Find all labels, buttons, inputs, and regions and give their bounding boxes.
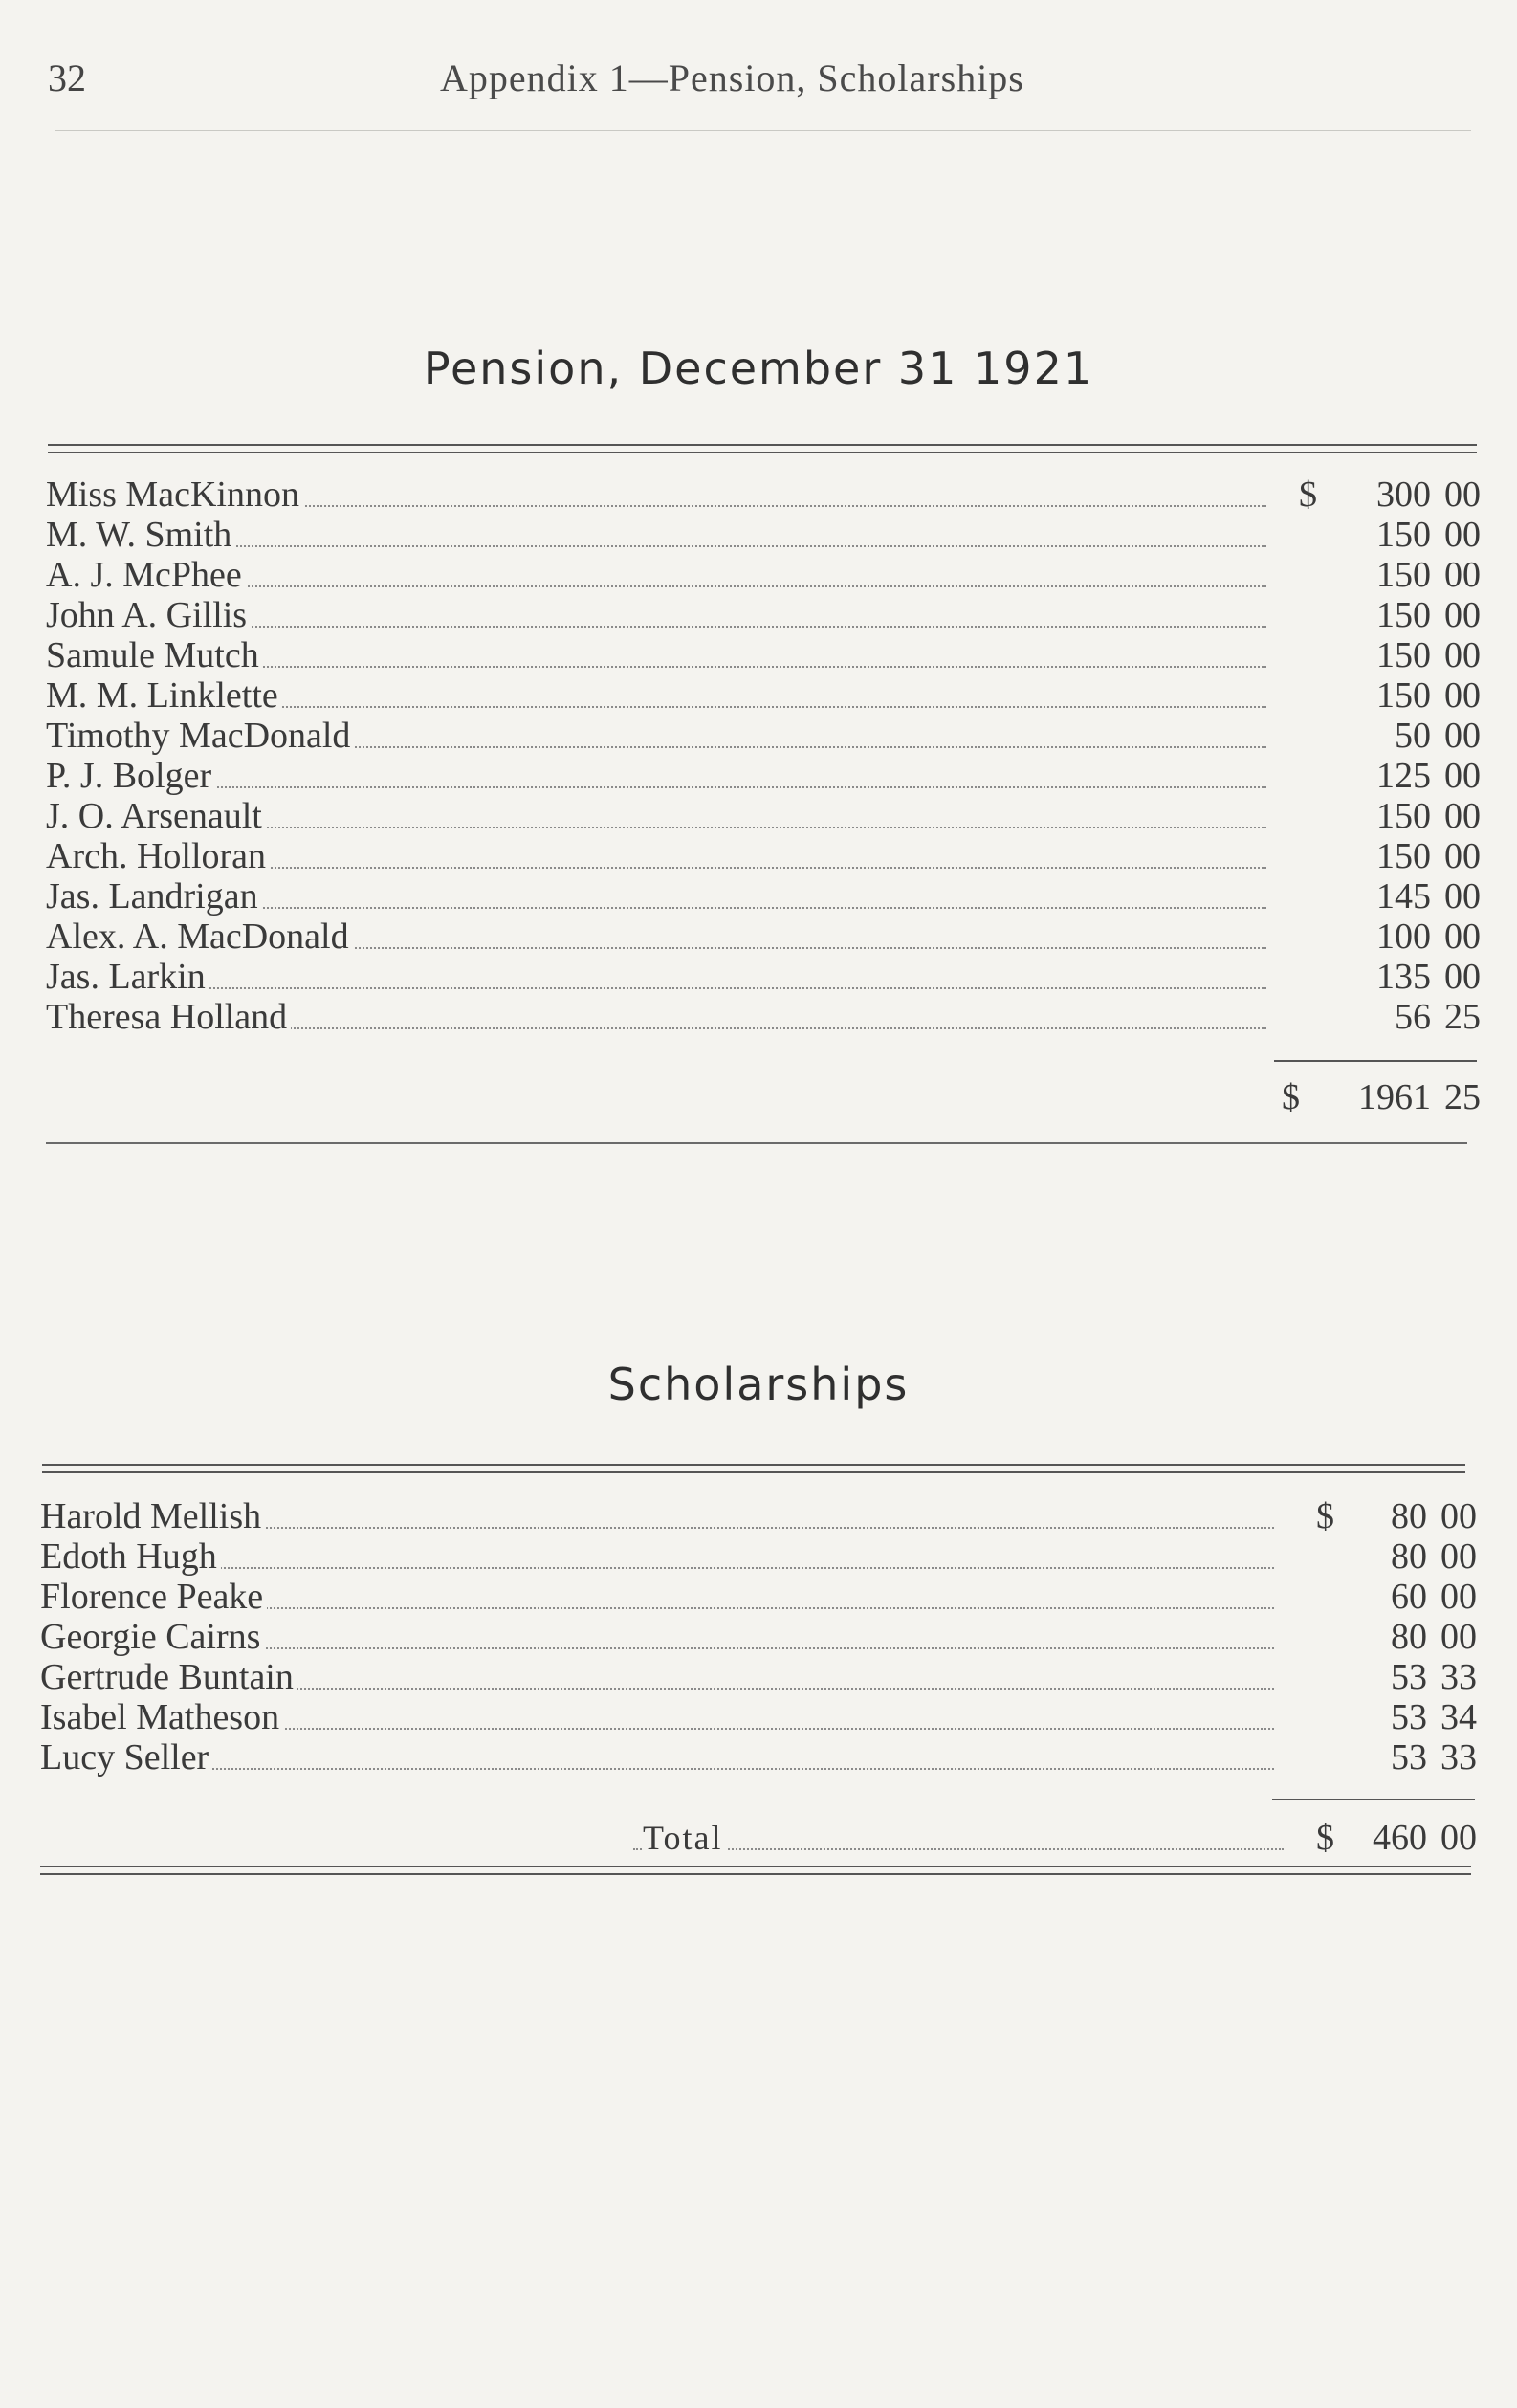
scholarships-total-cents: 00	[1440, 1818, 1477, 1858]
recipient-name: Florence Peake	[40, 1577, 267, 1617]
scholarships-total-row	[40, 1818, 1475, 1858]
table-row	[40, 1577, 1475, 1617]
recipient-name: Georgie Cairns	[40, 1617, 264, 1657]
table-row	[46, 997, 1481, 1037]
dot-leader	[46, 987, 1266, 989]
table-row	[46, 957, 1481, 997]
amount-cents: 00	[1444, 555, 1481, 595]
table-row	[46, 917, 1481, 957]
amount-dollars: 135	[1376, 957, 1431, 997]
pension-title: Pension, December 31 1921	[423, 342, 1094, 394]
dot-leader	[46, 786, 1266, 788]
amount-dollars: 80	[1391, 1496, 1427, 1536]
amount-dollars: 150	[1376, 796, 1431, 836]
recipient-name: Jas. Landrigan	[46, 876, 262, 917]
table-row	[40, 1536, 1475, 1577]
recipient-name: Lucy Seller	[40, 1737, 212, 1778]
amount-dollars: 150	[1376, 836, 1431, 876]
scholarships-table	[40, 1496, 1475, 1778]
amount-dollars: 300	[1376, 475, 1431, 515]
recipient-name: Edoth Hugh	[40, 1536, 221, 1577]
amount-cents: 00	[1444, 475, 1481, 515]
amount-cents: 25	[1444, 997, 1481, 1037]
table-row	[40, 1496, 1475, 1536]
recipient-name: Arch. Holloran	[46, 836, 270, 876]
amount-dollars: 53	[1391, 1697, 1427, 1737]
amount-cents: 00	[1444, 917, 1481, 957]
page-number: 32	[48, 56, 86, 99]
recipient-name: Theresa Holland	[46, 997, 291, 1037]
table-row	[46, 716, 1481, 756]
pension-total-dollars: 1961	[1358, 1077, 1431, 1117]
scholarships-sum-rule	[1272, 1799, 1475, 1800]
pension-total-currency: $	[1282, 1077, 1300, 1117]
table-row	[46, 876, 1481, 917]
page-header	[48, 55, 1473, 113]
amount-cents: 00	[1444, 756, 1481, 796]
currency-symbol: $	[1316, 1496, 1334, 1536]
pension-sum-rule	[1274, 1060, 1477, 1062]
pension-total-row	[46, 1077, 1481, 1117]
amount-dollars: 56	[1395, 997, 1431, 1037]
amount-dollars: 80	[1391, 1617, 1427, 1657]
amount-cents: 00	[1444, 595, 1481, 635]
header-rule	[55, 130, 1471, 131]
scholarships-top-rule	[42, 1464, 1465, 1473]
pension-table	[46, 475, 1481, 1037]
amount-cents: 00	[1444, 836, 1481, 876]
table-row	[46, 836, 1481, 876]
table-row	[40, 1697, 1475, 1737]
table-row	[40, 1617, 1475, 1657]
scholarships-total-currency: $	[1316, 1818, 1334, 1858]
scholarships-bottom-rule	[40, 1866, 1471, 1875]
recipient-name: P. J. Bolger	[46, 756, 215, 796]
amount-cents: 33	[1440, 1737, 1477, 1778]
total-label: Total	[643, 1818, 726, 1858]
recipient-name: M. W. Smith	[46, 515, 235, 555]
amount-cents: 00	[1444, 876, 1481, 917]
amount-cents: 00	[1444, 796, 1481, 836]
recipient-name: Samule Mutch	[46, 635, 263, 675]
recipient-name: Isabel Matheson	[40, 1697, 283, 1737]
table-row	[46, 475, 1481, 515]
amount-dollars: 50	[1395, 716, 1431, 756]
amount-cents: 33	[1440, 1657, 1477, 1697]
recipient-name: J. O. Arsenault	[46, 796, 266, 836]
recipient-name: John A. Gillis	[46, 595, 251, 635]
pension-total-cents: 25	[1444, 1077, 1481, 1117]
table-row	[46, 635, 1481, 675]
pension-bottom-rule	[46, 1142, 1467, 1144]
recipient-name: Harold Mellish	[40, 1496, 265, 1536]
amount-dollars: 60	[1391, 1577, 1427, 1617]
scholarships-title: Scholarships	[607, 1359, 910, 1410]
amount-dollars: 150	[1376, 675, 1431, 716]
amount-dollars: 150	[1376, 635, 1431, 675]
pension-top-rule	[48, 444, 1477, 453]
table-row	[40, 1737, 1475, 1778]
amount-cents: 00	[1444, 635, 1481, 675]
table-row	[46, 515, 1481, 555]
amount-cents: 00	[1440, 1577, 1477, 1617]
recipient-name: Gertrude Buntain	[40, 1657, 297, 1697]
amount-dollars: 145	[1376, 876, 1431, 917]
recipient-name: M. M. Linklette	[46, 675, 282, 716]
total-leader	[633, 1848, 1284, 1850]
recipient-name: Miss MacKinnon	[46, 475, 303, 515]
amount-cents: 00	[1444, 515, 1481, 555]
table-row	[46, 796, 1481, 836]
amount-cents: 00	[1444, 957, 1481, 997]
amount-dollars: 150	[1376, 555, 1431, 595]
table-row	[46, 555, 1481, 595]
amount-dollars: 53	[1391, 1657, 1427, 1697]
amount-cents: 00	[1440, 1617, 1477, 1657]
amount-dollars: 125	[1376, 756, 1431, 796]
recipient-name: A. J. McPhee	[46, 555, 246, 595]
amount-cents: 34	[1440, 1697, 1477, 1737]
currency-symbol: $	[1299, 475, 1317, 515]
running-title: Appendix 1—Pension, Scholarships	[440, 56, 1024, 99]
amount-cents: 00	[1444, 716, 1481, 756]
amount-dollars: 80	[1391, 1536, 1427, 1577]
amount-cents: 00	[1444, 675, 1481, 716]
amount-dollars: 100	[1376, 917, 1431, 957]
table-row	[40, 1657, 1475, 1697]
amount-cents: 00	[1440, 1536, 1477, 1577]
dot-leader	[40, 1768, 1274, 1770]
amount-cents: 00	[1440, 1496, 1477, 1536]
scholarships-total-dollars: 460	[1373, 1818, 1427, 1858]
amount-dollars: 150	[1376, 595, 1431, 635]
amount-dollars: 53	[1391, 1737, 1427, 1778]
table-row	[46, 675, 1481, 716]
recipient-name: Timothy MacDonald	[46, 716, 354, 756]
amount-dollars: 150	[1376, 515, 1431, 555]
recipient-name: Jas. Larkin	[46, 957, 209, 997]
table-row	[46, 595, 1481, 635]
table-row	[46, 756, 1481, 796]
dot-leader	[40, 1567, 1274, 1569]
recipient-name: Alex. A. MacDonald	[46, 917, 353, 957]
